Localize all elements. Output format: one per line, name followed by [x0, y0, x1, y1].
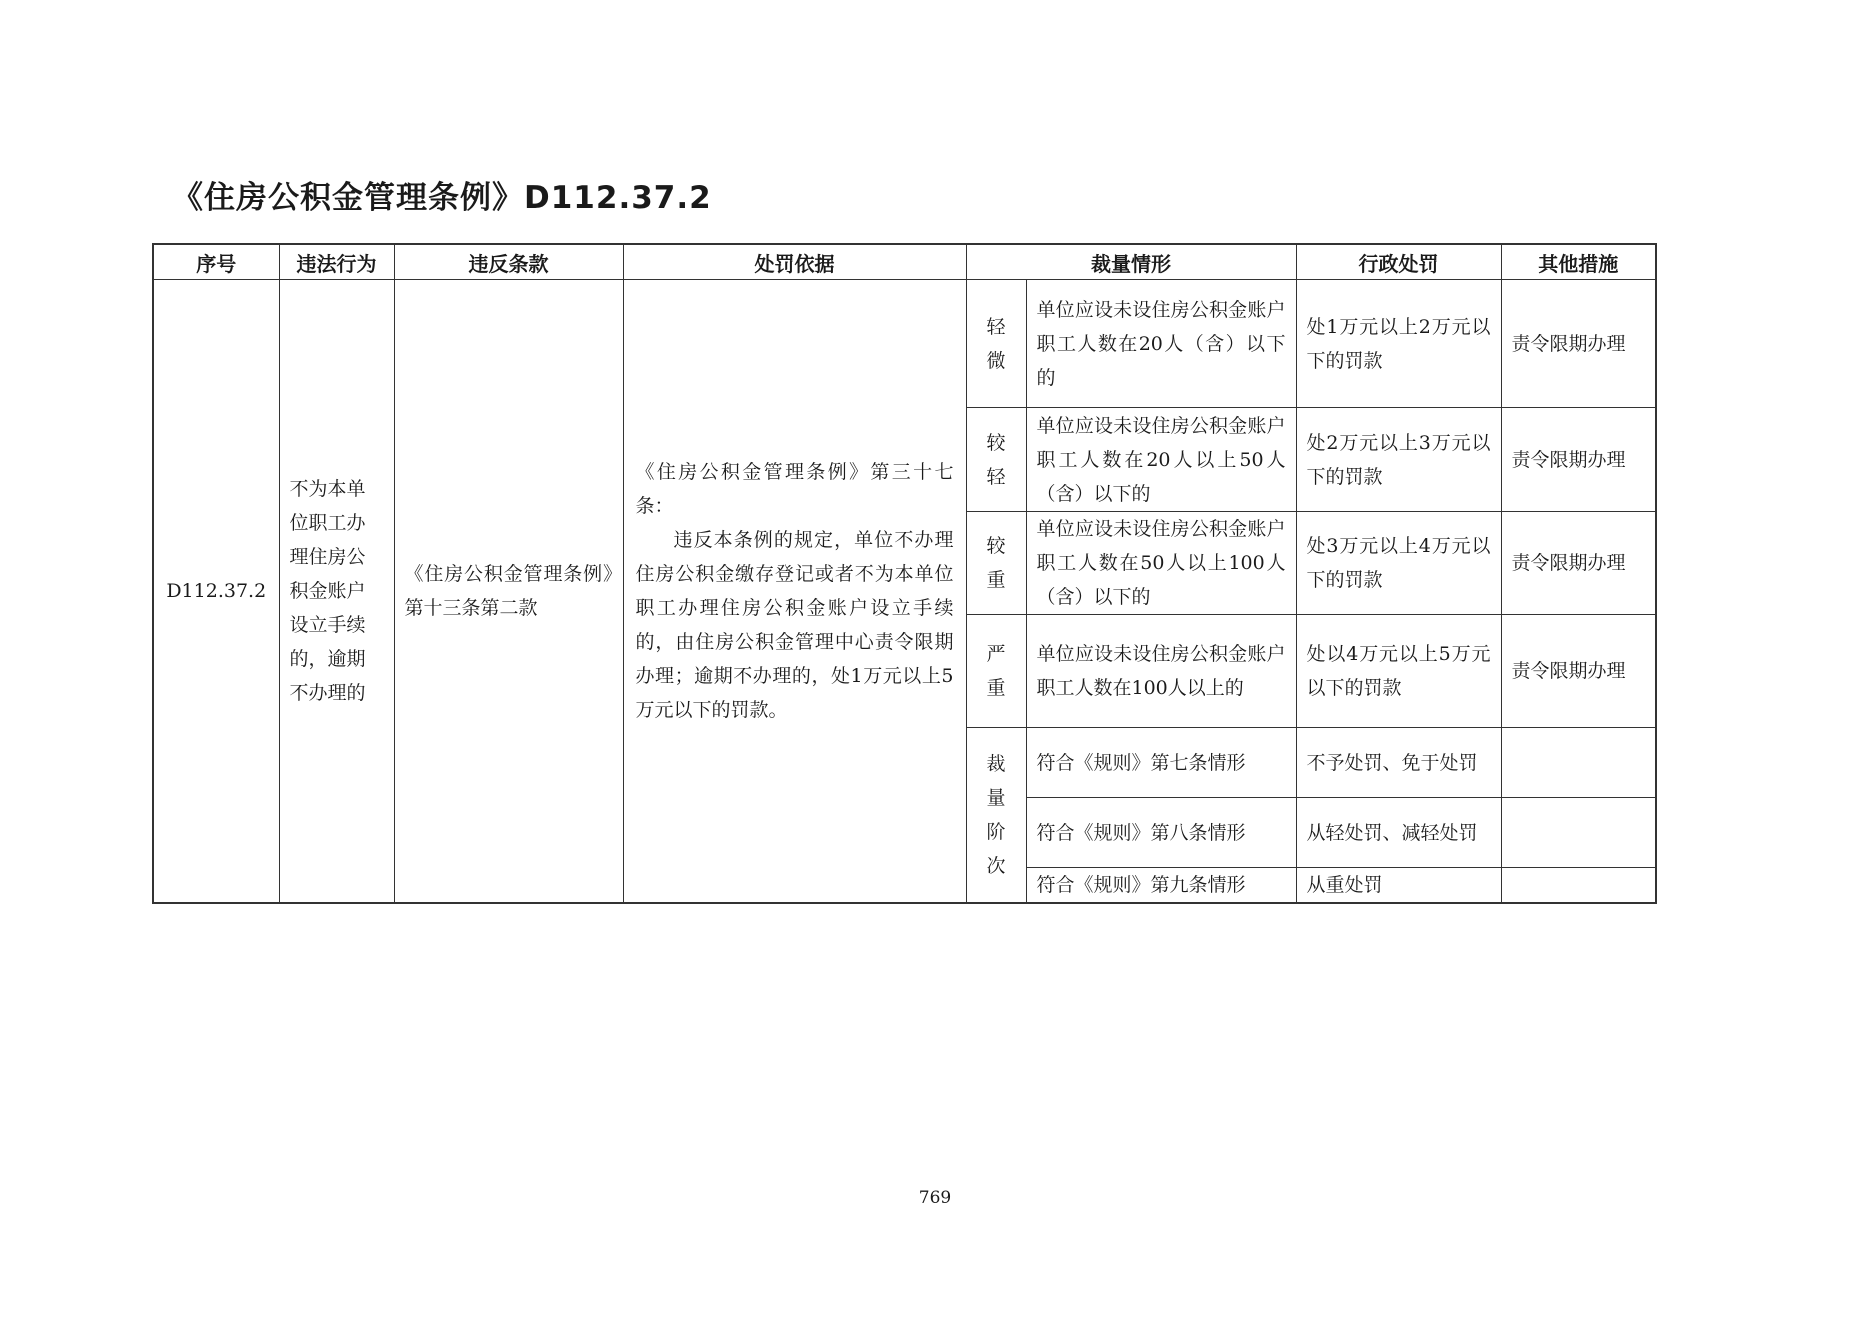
basis-text: 违反本条例的规定，单位不办理住房公积金缴存登记或者不为本单位职工办理住房公积金账户设立手续的，由住房公积金管理中心责令限期办理；逾期不办理的，处1万元以上5万元以下的罚款。	[635, 529, 954, 721]
header-penalty: 行政处罚	[1296, 244, 1501, 280]
other-measure-cell: 责令限期办理	[1501, 280, 1656, 408]
tiers-label-cell: 裁 量 阶 次	[966, 728, 1026, 904]
discretion-table	[152, 243, 1657, 904]
behavior-cell: 不为本单位职工办理住房公积金账户设立手续的，逾期不办理的	[279, 280, 394, 904]
tier-penalty-cell: 从重处罚	[1296, 868, 1501, 904]
header-behavior: 违法行为	[279, 244, 394, 280]
level-cell: 较 重	[966, 512, 1026, 615]
situation-cell: 单位应设未设住房公积金账户职工人数在20人以上50人（含）以下的	[1026, 408, 1296, 512]
tier-other-cell	[1501, 868, 1656, 904]
header-discretion: 裁量情形	[966, 244, 1296, 280]
level-cell: 较 轻	[966, 408, 1026, 512]
situation-cell: 单位应设未设住房公积金账户职工人数在100人以上的	[1026, 615, 1296, 728]
other-measure-cell: 责令限期办理	[1501, 408, 1656, 512]
page-number: 769	[918, 1188, 952, 1208]
level-cell: 严 重	[966, 615, 1026, 728]
header-seq: 序号	[153, 244, 279, 280]
situation-cell: 单位应设未设住房公积金账户职工人数在20人（含）以下的	[1026, 280, 1296, 408]
basis-cell	[623, 280, 966, 904]
situation-cell: 单位应设未设住房公积金账户职工人数在50人以上100人（含）以下的	[1026, 512, 1296, 615]
penalty-cell: 处3万元以上4万元以下的罚款	[1296, 512, 1501, 615]
penalty-cell: 处1万元以上2万元以下的罚款	[1296, 280, 1501, 408]
tier-situation-cell: 符合《规则》第七条情形	[1026, 728, 1296, 798]
tier-penalty-cell: 从轻处罚、减轻处罚	[1296, 798, 1501, 868]
other-measure-cell: 责令限期办理	[1501, 615, 1656, 728]
penalty-cell: 处以4万元以上5万元以下的罚款	[1296, 615, 1501, 728]
penalty-cell: 处2万元以上3万元以下的罚款	[1296, 408, 1501, 512]
page-title: 《住房公积金管理条例》D112.37.2	[172, 180, 712, 216]
other-measure-cell: 责令限期办理	[1501, 512, 1656, 615]
tier-situation-cell: 符合《规则》第九条情形	[1026, 868, 1296, 904]
header-row	[153, 244, 1656, 280]
header-clause: 违反条款	[394, 244, 623, 280]
table-row	[153, 280, 1656, 408]
clause-cell: 《住房公积金管理条例》第十三条第二款	[394, 280, 623, 904]
seq-cell: D112.37.2	[153, 280, 279, 904]
level-cell: 轻 微	[966, 280, 1026, 408]
header-other: 其他措施	[1501, 244, 1656, 280]
tier-penalty-cell: 不予处罚、免于处罚	[1296, 728, 1501, 798]
tier-other-cell	[1501, 798, 1656, 868]
tier-other-cell	[1501, 728, 1656, 798]
header-basis: 处罚依据	[623, 244, 966, 280]
tier-situation-cell: 符合《规则》第八条情形	[1026, 798, 1296, 868]
basis-title: 《住房公积金管理条例》第三十七条：	[635, 461, 954, 517]
